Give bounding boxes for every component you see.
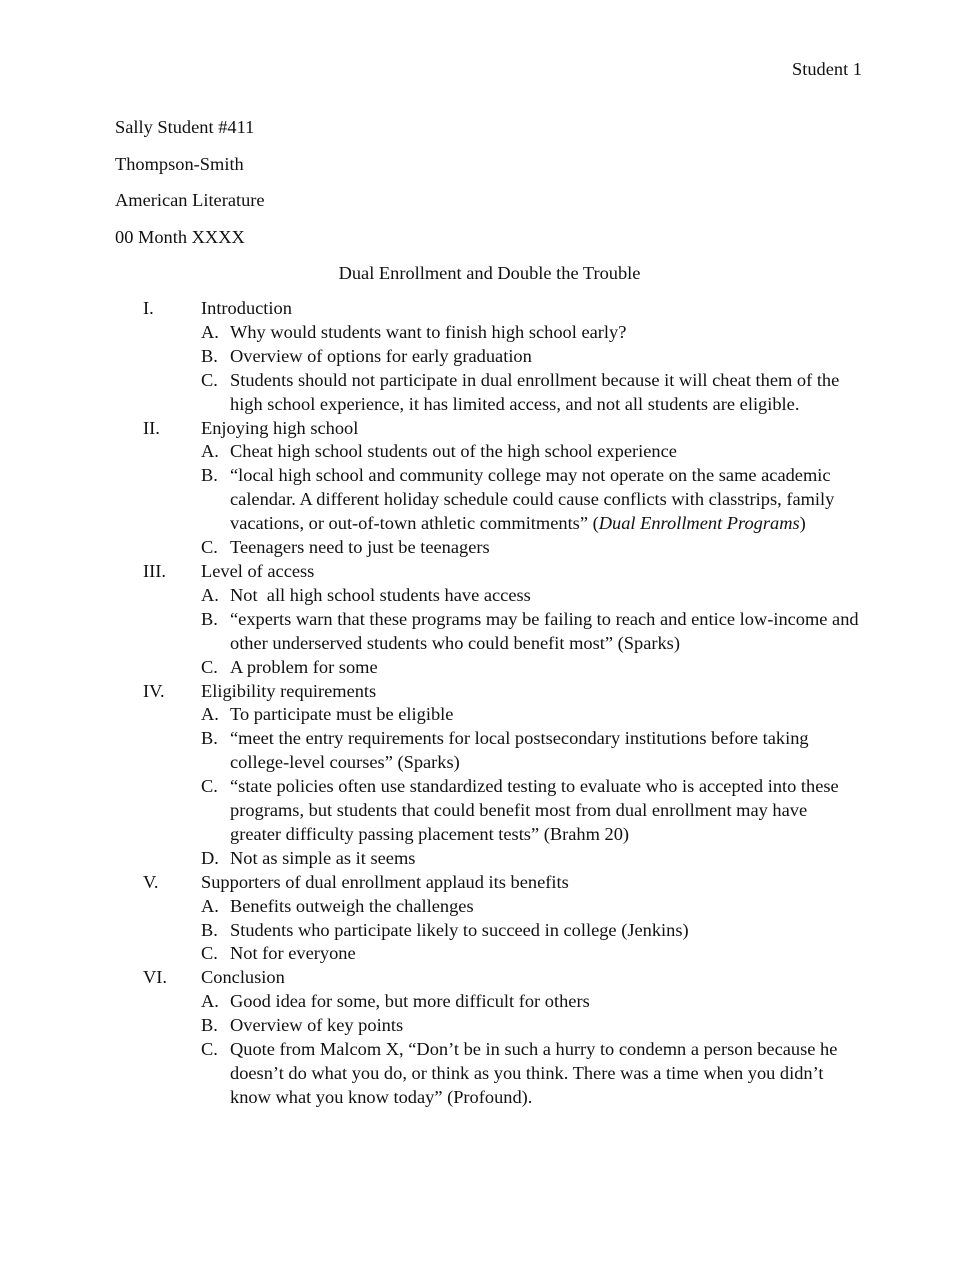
item-text: Good idea for some, but more difficult for others — [230, 991, 590, 1012]
outline-section — [0, 871, 861, 895]
item-text: A problem for some — [230, 656, 378, 677]
student-name: Sally Student #411 — [115, 117, 255, 137]
date-line: 00 Month XXXX — [115, 227, 245, 248]
section-label: Supporters of dual enrollment applaud its benefits — [201, 871, 569, 892]
section-label: Enjoying high school — [201, 417, 359, 438]
item-text: Students who participate likely to succeed in college (Jenkins) — [230, 919, 689, 940]
item-text: Not all high school students have access — [230, 584, 531, 605]
outline-item — [0, 321, 860, 345]
outline-item — [0, 536, 860, 560]
document-title: Dual Enrollment and Double the Trouble — [338, 263, 641, 283]
item-letter: A. — [201, 321, 219, 342]
mla-heading — [115, 116, 265, 263]
outline-section — [0, 680, 861, 704]
item-text: Why would students want to finish high school early? — [230, 321, 627, 342]
item-letter: C. — [201, 1039, 218, 1060]
item-letter: B. — [201, 465, 218, 486]
item-letter: C. — [201, 537, 218, 558]
course-name: American Literature — [115, 190, 265, 211]
item-text: To participate must be eligible — [230, 704, 454, 725]
source-title-italic: Dual Enrollment Programs — [598, 513, 800, 534]
section-numeral: VI. — [143, 967, 168, 988]
section-label: Introduction — [201, 298, 292, 318]
outline-item — [0, 775, 860, 847]
section-numeral: II. — [143, 417, 160, 438]
item-letter: C. — [201, 943, 218, 964]
page-header-name-page: Student 1 — [792, 59, 862, 79]
item-text: Teenagers need to just be teenagers — [230, 537, 490, 558]
item-letter: B. — [201, 919, 218, 940]
section-numeral: I. — [143, 298, 154, 318]
item-letter: D. — [201, 847, 219, 868]
item-text: Cheat high school students out of the high school experience — [230, 441, 677, 462]
section-numeral: IV. — [143, 680, 165, 701]
outline-section — [0, 966, 861, 990]
item-letter: B. — [201, 345, 218, 366]
item-text: “meet the entry requirements for local postsecondary institutions before taking college-level courses” (Sparks) — [230, 728, 809, 773]
outline-item — [0, 369, 860, 417]
item-text: Overview of key points — [230, 1015, 404, 1036]
outline-item — [0, 847, 860, 871]
teacher-name: Thompson-Smith — [115, 153, 244, 174]
item-text: “experts warn that these programs may be failing to reach and entice low-income and other underserved students who could benefit most” (Sparks) — [230, 608, 859, 653]
outline-item — [0, 942, 860, 966]
outline-item — [0, 919, 860, 943]
outline-item — [0, 464, 860, 536]
item-letter: B. — [201, 608, 218, 629]
item-letter: A. — [201, 895, 219, 916]
item-letter: B. — [201, 728, 218, 749]
outline-item — [0, 608, 860, 656]
item-text: Not as simple as it seems — [230, 847, 416, 868]
section-numeral: V. — [143, 871, 159, 892]
outline-section — [0, 560, 861, 584]
outline-section — [0, 417, 861, 441]
outline-item — [0, 703, 860, 727]
item-letter: C. — [201, 656, 218, 677]
outline — [0, 297, 979, 1110]
item-letter: A. — [201, 441, 219, 462]
outline-item — [0, 1014, 860, 1038]
item-text: Not for everyone — [230, 943, 356, 964]
item-text: Overview of options for early graduation — [230, 345, 532, 366]
item-letter: A. — [201, 704, 219, 725]
item-text: Students should not participate in dual enrollment because it will cheat them of the high school experience, it has limited access, and not all students are eligible. — [230, 369, 840, 414]
item-text-end: ) — [799, 513, 806, 534]
outline-item — [0, 727, 860, 775]
outline-item — [0, 895, 860, 919]
item-text: “state policies often use standardized testing to evaluate who is accepted into these programs, but students that could benefit most from dual enrollment may have greater difficulty passing placement tests” (Brahm 20) — [230, 776, 839, 844]
outline-item — [0, 656, 860, 680]
section-label: Level of access — [201, 560, 315, 581]
item-text: “local high school and community college may not operate on the same academic calendar. A different holiday schedule could cause conflicts with classtrips, family vacations, or out-of-town athletic commitments” ( — [230, 465, 835, 534]
item-text: Quote from Malcom X, “Don’t be in such a hurry to condemn a person because he doesn’t do what you do, or think as you think. There was a time when you didn’t know what you know today” (Profound). — [230, 1039, 838, 1107]
outline-section — [0, 297, 861, 321]
outline-item — [0, 440, 860, 464]
item-letter: C. — [201, 369, 218, 390]
item-letter: C. — [201, 776, 218, 797]
section-label: Conclusion — [201, 967, 285, 988]
item-letter: B. — [201, 1015, 218, 1036]
item-letter: A. — [201, 584, 219, 605]
outline-item — [0, 345, 860, 369]
outline-item — [0, 1038, 860, 1110]
section-numeral: III. — [143, 560, 166, 581]
outline-item — [0, 990, 860, 1014]
section-label: Eligibility requirements — [201, 680, 377, 701]
outline-item — [0, 584, 860, 608]
item-text: Benefits outweigh the challenges — [230, 895, 474, 916]
item-letter: A. — [201, 991, 219, 1012]
